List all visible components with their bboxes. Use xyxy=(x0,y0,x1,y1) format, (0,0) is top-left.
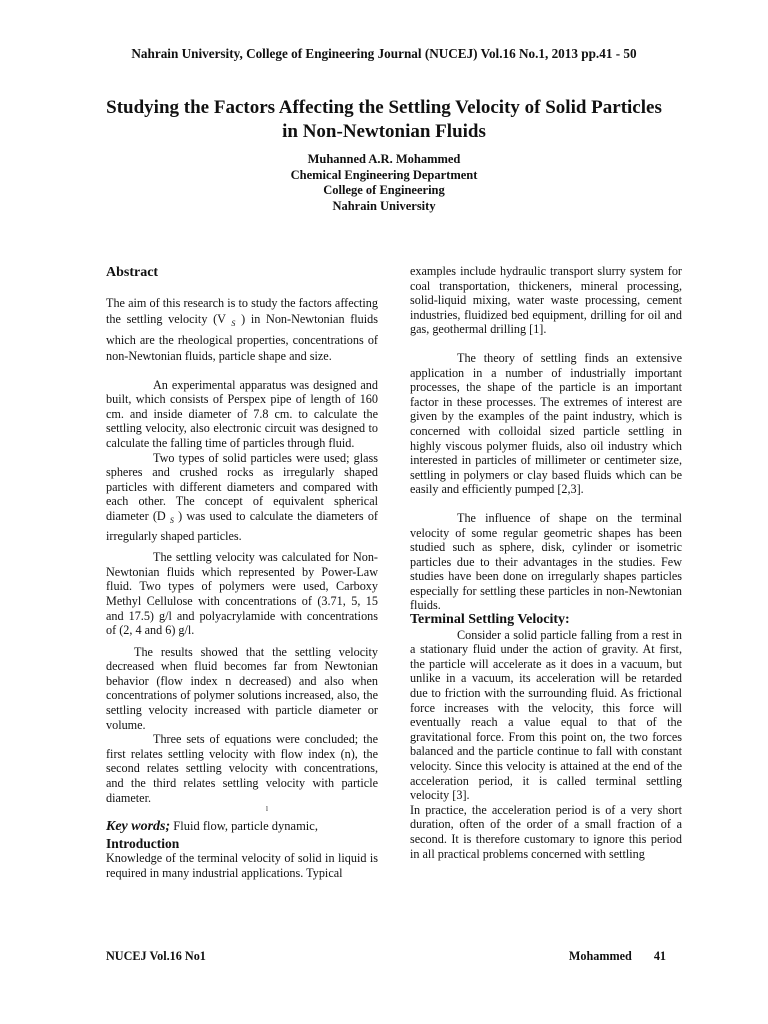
abstract-paragraph-4: The settling velocity was calculated for Non-Newtonian fluids which represented by Power-Law fluid. Two types of polymers were used, Carboxy Methyl Cellulose with concentrations of (3.71, 5, 15 and 17.5) g/l and polyacrylamide with concentrations of (2, 4 and 6) g/l. xyxy=(106,550,378,638)
abstract-heading: Abstract xyxy=(106,265,159,280)
keywords-label: Key words; xyxy=(106,819,171,835)
introduction-paragraph-4: The influence of shape on the terminal velocity of some regular geometric shapes has been studied such as sphere, disk, cylinder or isometric particles due to their advantages in the studies. Few studies have been done on irregularly shapes particles especially for settling these particles in non-Newtonian fluids. xyxy=(410,510,682,613)
abstract-paragraph-2: An experimental apparatus was designed and built, which consists of Perspex pipe of length of 160 cm. and inside diameter of 7.8 cm. to calculate the settling velocity, also electronic circuit was designed to calculate the falling time of particles through fluid. xyxy=(106,377,378,450)
introduction-heading: Introduction xyxy=(106,835,180,851)
terminal-velocity-heading: Terminal Settling Velocity: xyxy=(410,612,570,628)
terminal-paragraph-1: Consider a solid particle falling from a rest in a stationary fluid under the action of gravity. At first, the particle will accelerate as it does in a vacuum, but unlike in a vacuum, its acceleration will be retarded due to friction with the surrounding fluid. As frictional force increases with the velocity, this force will eventually reach a value equal to that of the gravitational force. From this point on, the two forces balanced and the particle continue to fall with constant velocity. Since this velocity is attained at the end of the acceleration period, it is called terminal settling velocity [3]. xyxy=(410,627,682,803)
author-department: Chemical Engineering Department xyxy=(290,167,478,182)
author-block xyxy=(0,152,768,214)
introduction-paragraph-2: examples include hydraulic transport slurry system for coal transportation, thickeners, mineral processing, solid-liquid mixing, water waste processing, cement industries, fluidized bed equipment, drilling for oil and gas, geothermal drilling [1]. xyxy=(410,264,682,337)
page-number: 41 xyxy=(653,949,666,963)
author-university: Nahrain University xyxy=(332,198,436,213)
abstract-paragraph-1: The aim of this research is to study the factors affecting the settling velocity (V $_S$ ) in Non-Newtonian fluids which are the rheological properties, concentrations of non-Newtonian fluids, particle shape and size. xyxy=(106,295,378,363)
keywords-text: Fluid flow, particle dynamic, xyxy=(170,819,318,834)
introduction-paragraph-3: The theory of settling finds an extensive application in a number of industrially important processes, the shape of the particle is an important factor in these processes. The extremes of interest are given by the examples of the paint industry, which is concerned with colloidal sized particle settling in highly viscous polymer fluids, also oil industry which interested in particles of millimeter or centimeter size, settling in polymers or clay based fluids which can be easily and efficiently pumped [2,3]. xyxy=(410,350,682,497)
terminal-paragraph-2: In practice, the acceleration period is of a very short duration, often of the order of a small fraction of a second. It is therefore customary to ignore this period in all practical problems concerned with settling xyxy=(410,802,682,861)
keywords-line xyxy=(106,819,378,835)
left-column xyxy=(106,266,378,881)
introduction-paragraph-1: Knowledge of the terminal velocity of solid in liquid is required in many industrial applications. Typical xyxy=(106,851,378,880)
paper-title: Studying the Factors Affecting the Settling Velocity of Solid Particles in Non-Newtonian Fluids xyxy=(106,97,662,142)
footer-journal: NUCEJ Vol.16 No1 xyxy=(106,949,206,963)
right-column xyxy=(410,264,682,861)
abstract-paragraph-5: The results showed that the settling velocity decreased when fluid becomes far from Newtonian behavior (flow index n decreased) and also when concentrations of polymer solutions increased, also, the settling velocity increased with particle diameter or volume. xyxy=(106,644,378,732)
author-college: College of Engineering xyxy=(323,183,445,197)
journal-header: Nahrain University, College of Engineering Journal (NUCEJ) Vol.16 No.1, 2013 pp.41 - 50 xyxy=(131,46,637,61)
footer-author: Mohammed xyxy=(568,949,632,963)
stray-mark: l xyxy=(266,805,268,814)
author-name: Muhanned A.R. Mohammed xyxy=(307,152,461,166)
abstract-paragraph-3: Two types of solid particles were used; glass spheres and crushed rocks as irregularly shaped particles with different diameters and compared with each other. The concept of equivalent spherical diameter (D $_S$ ) was used to calculate the diameters of irregularly shaped particles. xyxy=(106,450,378,543)
abstract-paragraph-6: Three sets of equations were concluded; the first relates settling velocity with flow index (n), the second relates settling velocity with concentrations, and the third relates settling velocity with particle diameter. xyxy=(106,732,378,805)
footer-author-page xyxy=(547,949,666,964)
